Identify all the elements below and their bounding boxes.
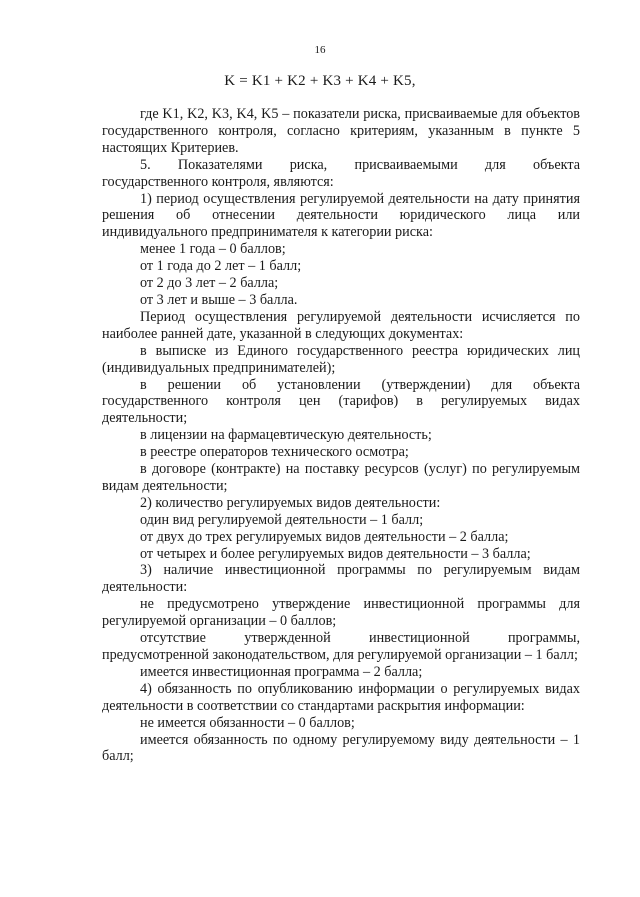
paragraph: 3) наличие инвестиционной программы по регулируемым видам деятельности: xyxy=(102,562,580,596)
paragraph: в договоре (контракте) на поставку ресурсов (услуг) по регулируемым видам деятельности; xyxy=(102,461,580,494)
page-number: 16 xyxy=(314,44,326,56)
paragraph: от 1 года до 2 лет – 1 балл; xyxy=(140,258,302,275)
paragraph: имеется обязанность по одному регулируемому виду деятельности – 1 балл; xyxy=(102,731,580,765)
paragraph: не имеется обязанности – 0 баллов; xyxy=(140,714,355,731)
paragraph: в реестре операторов технического осмотра; xyxy=(140,444,409,461)
document-body xyxy=(102,106,580,765)
paragraph: от четырех и более регулируемых видов деятельности – 3 балла; xyxy=(140,545,531,562)
paragraph: в решении об установлении (утверждении) для объекта государственного контроля цен (тарифов) в регулируемых видах деятельности; xyxy=(102,376,580,427)
paragraph: один вид регулируемой деятельности – 1 балл; xyxy=(140,511,424,528)
paragraph: в выписке из Единого государственного реестра юридических лиц (индивидуальных предпринимателей); xyxy=(102,342,580,376)
paragraph: отсутствие утвержденной инвестиционной программы, предусмотренной законодательством, для регулируемой организации – 1 балл; xyxy=(102,630,580,663)
paragraph: 2) количество регулируемых видов деятельности: xyxy=(140,494,441,511)
paragraph: не предусмотрено утверждение инвестиционной программы для регулируемой организации – 0 баллов; xyxy=(102,596,580,630)
paragraph: где K1, K2, K3, K4, K5 – показатели риска, присваиваемые для объектов государственного контроля, согласно критериям, указанным в пункте 5 настоящих Критериев. xyxy=(102,106,580,156)
risk-formula: K = K1 + K2 + K3 + K4 + K5, xyxy=(224,73,416,89)
paragraph: имеется инвестиционная программа – 2 балла; xyxy=(140,663,423,680)
paragraph: Период осуществления регулируемой деятельности исчисляется по наиболее ранней дате, указанной в следующих документах: xyxy=(102,308,580,342)
paragraph: 4) обязанность по опубликованию информации о регулируемых видах деятельности в соответствии со стандартами раскрытия информации: xyxy=(102,680,580,714)
paragraph: государственного контроля, являются: xyxy=(102,173,334,190)
paragraph: от 3 лет и выше – 3 балла. xyxy=(140,291,298,308)
paragraph: 1) период осуществления регулируемой деятельности на дату принятия решения об отнесении деятельности юридического лица или индивидуального предпринимателя к категории риска: xyxy=(102,190,580,241)
paragraph: от двух до трех регулируемых видов деятельности – 2 балла; xyxy=(140,528,509,545)
paragraph: 5. Показателями риска, присваиваемыми для объекта xyxy=(140,156,580,173)
paragraph: менее 1 года – 0 баллов; xyxy=(140,241,286,258)
paragraph: в лицензии на фармацевтическую деятельность; xyxy=(140,427,432,444)
paragraph: от 2 до 3 лет – 2 балла; xyxy=(140,275,279,292)
